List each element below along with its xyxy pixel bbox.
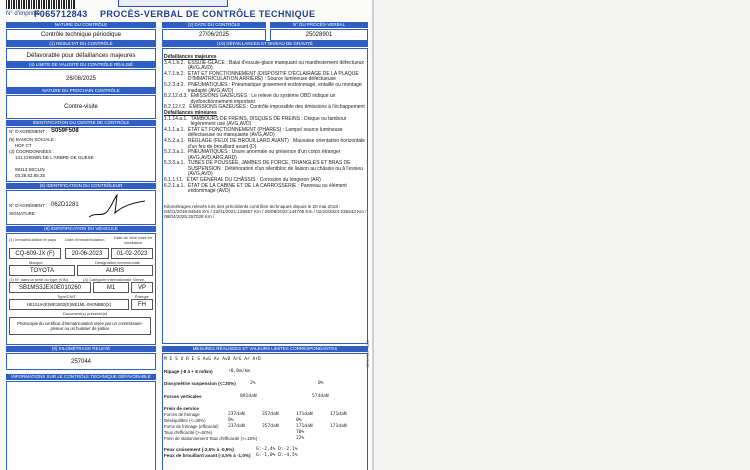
header-logo-box [118,0,228,7]
first-reg-value: 20-06-2023 [65,248,109,259]
defaillance-code: 4.5.2.a.1. [164,137,185,144]
cat-label: (3) Catégorie internationale [83,277,132,282]
docs-label: Document(s) présenté(s) [63,311,108,316]
centre-agr-label: N° D'AGRÉMENT : [9,129,48,134]
vehicule-label: (8) IDENTIFICATION DU VÉHICULE [6,226,156,232]
imm-label: (1) Immatriculation et pays [9,237,57,242]
page-title: PROCÈS-VERBAL DE CONTRÔLE TECHNIQUE [100,9,316,19]
centre-rs-label: (5) RAISON SOCIALE : [9,137,57,142]
controleur-label: (6) IDENTIFICATION DU CONTRÔLEUR [6,183,156,189]
controleur-agr-label: N° D'AGRÉMENT : [9,203,48,208]
centre-rs: HDF CT [15,143,32,148]
signature [87,193,147,223]
defaillance-code: 4.7.1.b.2. [164,70,185,77]
km-label: (9) KILOMÉTRAGE RELEVÉ [6,346,156,352]
marque-value: TOYOTA [9,265,75,276]
frein-row-label: Déséquilibre (<=30%) [164,418,206,423]
modele-value: AURIS [77,265,153,276]
frein-row-value: 171daN [330,424,347,429]
side-reference: CE 00 000 - 1234 [366,340,370,368]
type-label: Type/CNIT [57,294,77,299]
next-value: Contre-visite [6,95,156,119]
forces-label: Forces verticales [164,394,202,399]
centre-coord-label: (3) COORDONNÉES : [9,149,55,154]
result-label: (1) RÉSULTAT DU CONTRÔLE [6,41,156,47]
defaillance-item [164,161,369,178]
cat-value: M1 [93,282,129,293]
defaillance-code: 8.2.12.f.2. [164,104,187,111]
frein-row-value: 171daN [330,412,347,417]
frein-row-value: 171daN [296,412,313,417]
defaillance-code: 8.2.12.d.3. [164,93,188,100]
docnum-label: N° d'imprimé : [6,11,44,17]
docs-value: Photocopie du certificat d'immatriculation visée par un commissaire-priseur ou un huissier de justice [9,317,151,335]
defaillance-text: ESSUIE-GLACE : Balai d'essuie-glace manquant ou manifestement défectueux (AVG,AVD) [187,59,364,72]
frein-title: Frein de service [164,406,199,411]
limit-value: 26/08/2025 [6,69,156,88]
defaillance-code: 5.2.3.d.2. [164,81,185,88]
defaillance-code: 4.1.1.a.1. [164,126,185,133]
genre-value: VP [131,282,153,293]
pv-number-label: N° DU PROCÈS-VERBAL [270,22,368,28]
first-circ-label: Date de 1ère mise en circulation [113,235,153,245]
frein-row-label: Forces de freinage [164,412,200,417]
mesures-header: M E S U R E S AvG Av AvD ArG Ar ArD [164,357,261,362]
frein-row-value: 0% [228,418,234,423]
feux2-value: G:-1,0% D:-4,5% [256,453,298,458]
defaillance-text: ÉMISSIONS GAZEUSES : Contrôle impossible des émissions à l'échappement [189,104,365,111]
info-label: INFORMATIONS SUR LE CONTRÔLE TECHNIQUE DÉFAVORABLE [6,374,156,380]
feux1-label: Feux croisement (-2,5% à -0,5%) [164,447,234,452]
next-label: NATURE DU PROCHAIN CONTRÔLE [6,88,156,94]
ripage-label: Ripage (-8 à + 8 m/km) [164,369,213,374]
nature-value: Contrôle technique périodique [6,29,156,41]
first-reg-label: Date d'immatriculation [65,237,105,242]
majeures-title: Défaillances majeures [164,54,217,60]
modele-label: Désignation commerciale [95,260,140,265]
energie-label: Énergie [135,294,149,299]
defaillance-text: ÉTAT ET FONCTIONNEMENT (DISPOSITIF D'ÉCLAIRAGE DE LA PLAQUE D'IMMATRICULATION ARRIÈRE) : Source lumineuse défectueuse [187,70,359,83]
frein-row-label: Frein de stationnement Taux d'efficacité (>=18%) [164,436,258,441]
defaillance-code: 3.4.1.b.2. [164,59,185,66]
forces-ar: 574daN [312,394,329,399]
defaillance-text: TAMBOURS DE FREINS, DISQUES DE FREINS : Disque ou tambour légèrement usé (AVG,AVD) [190,115,347,128]
centre-address-line2: 59113 SECLIN [15,167,45,172]
feux2-label: Feux de brouillard avant (-3,5% à -1,0%) [164,453,251,458]
first-circ-value: 01-02-2023 [111,248,153,259]
energie-value: FH [131,299,153,310]
defaillance-text: ÉTAT DE LA CABINE ET DE LA CARROSSERIE : Panneau ou élément endommagé (AVD) [187,182,347,195]
pv-number-value: 25028901 [270,29,368,41]
centre-phone: 03.26.62.85.35 [15,173,46,178]
dissym-ar: 0% [318,381,324,386]
frein-row-value: 357daN [262,424,279,429]
defaillance-code: 1.1.14.a.1. [164,115,188,122]
controleur-agr: 062D1281 [51,202,79,208]
serie-label: (1) N° dans la série du type (VIN) [9,277,68,282]
defaillance-text: RÉGLAGE (FEUX DE BROUILLARD AVANT) : Mauvaise orientation horizontale d'un feu de brouillard avant (D) [187,137,365,150]
result-value: Défavorable pour défaillances majeures [6,48,156,62]
dissym-av: 2% [250,381,256,386]
defaillance-code: 5.3.3.a.1. [164,160,185,167]
defaillance-code: 6.2.1.a.1. [164,182,185,189]
defaillance-text: ÉMISSIONS GAZEUSES : Le relevé du système OBD indique un dysfonctionnement important [190,93,336,105]
sheet-edge [372,0,374,470]
date-value: 27/06/2025 [162,29,266,41]
frein-row-value: 357daN [262,412,279,417]
defaillance-text: PNEUMATIQUES : Pneumatique gravement endommagé, entaillé ou montage inadapté (AVG,AVD) [187,81,362,94]
defaillance-code: 5.2.3.a.1. [164,149,185,156]
centre-address-line1: 141 CHEMIN DE L'ARBRE DE GUESE [15,155,94,160]
ripage-value: +0,0m/km [228,369,251,374]
defaillance-text: ÉTAT ET FONCTIONNEMENT (PHARES) : Lampe/ source lumineuse défectueuse ou manquante (AVG,AVD) [187,126,343,139]
defaillances-list [164,55,369,219]
marque-label: Marque [29,260,43,265]
defaillances-label: (10) DÉFAILLANCES ET NIVEAU DE GRAVITÉ [162,41,368,47]
frein-row-value: 237daN [228,424,245,429]
controleur-panel [6,190,156,225]
frein-row-value: 70% [296,430,305,435]
frein-row-value: 171daN [296,424,313,429]
defaillance-text: PNEUMATIQUES : Usure anormale ou présence d'un corps étranger (AVG,AVD,ARG,ARD) [187,149,341,161]
forces-av: 891daN [240,394,257,399]
info-panel [6,381,156,470]
defaillance-text: TUBES DE POUSSÉE, JAMBES DE FORCE, TRIANGLES ET BRAS DE SUSPENSION : Détérioration d'un silentbloc de liaison au châssis ou à l'essieu (AVG,AVD) [187,160,363,178]
centre-agr: S059F508 [51,128,79,134]
defaillance-item [164,184,369,195]
frein-row-value: 237daN [228,412,245,417]
docnum: F065712843 [34,9,88,19]
frein-row-label: Force de freinage (efficacité) [164,424,219,429]
feux1-value: G:-2,4% D:-2,1% [256,447,298,452]
frein-row-value: 0% [296,418,302,423]
serie-value: SB1MS3JEX0E010260 [9,282,91,293]
km-value: 257044 [6,353,156,370]
mineures-title: Défaillances mineures [164,109,217,116]
centre-label: IDENTIFICATION DU CENTRE DE CONTRÔLE [6,120,156,126]
mesures-label: MESURES RÉALISÉES ET VALEURS LIMITES CORRESPONDANTES [162,346,368,352]
genre-label: Genre [133,277,145,282]
barcode [6,0,76,9]
pv-document [0,0,372,470]
imm-value: CQ-609-JX (F) [9,248,61,259]
frein-row-value: 22% [296,436,305,441]
date-label: (2) DATE DU CONTRÔLE [162,22,266,28]
limit-label: (4) LIMITE DE VALIDITÉ DU CONTRÔLE RÉALISÉ [6,62,156,68]
km-history: Kilométrages relevés lors des précédents contrôles techniques depuis le 20 mai 2018 : 04/01/2019:94546 Km / 22/01/2021:129557 Km / 26/09/2022:144705 Km / 02/10/2024:238343 Km / 08/04/2025:257028 Km / [164,203,367,220]
type-value: HE1SUA(E)WE1802(E)WE1ML-0H0NBB0(X) [9,299,129,310]
signature-label: SIGNATURE : [9,211,38,216]
dissym-label: Dissymétrie suspension (<=30%) [164,381,236,386]
nature-label: NATURE DU CONTRÔLE [6,22,156,28]
vehicule-panel [6,233,156,345]
frein-row-label: Taux d'efficacité (>=50%) [164,430,213,435]
defaillance-code: 6.1.1.f.1. [164,177,184,184]
centre-panel [6,127,156,182]
defaillance-text: ÉTAT GÉNÉRAL DU CHÂSSIS : Corrosion du longeron (AR) [186,177,321,184]
